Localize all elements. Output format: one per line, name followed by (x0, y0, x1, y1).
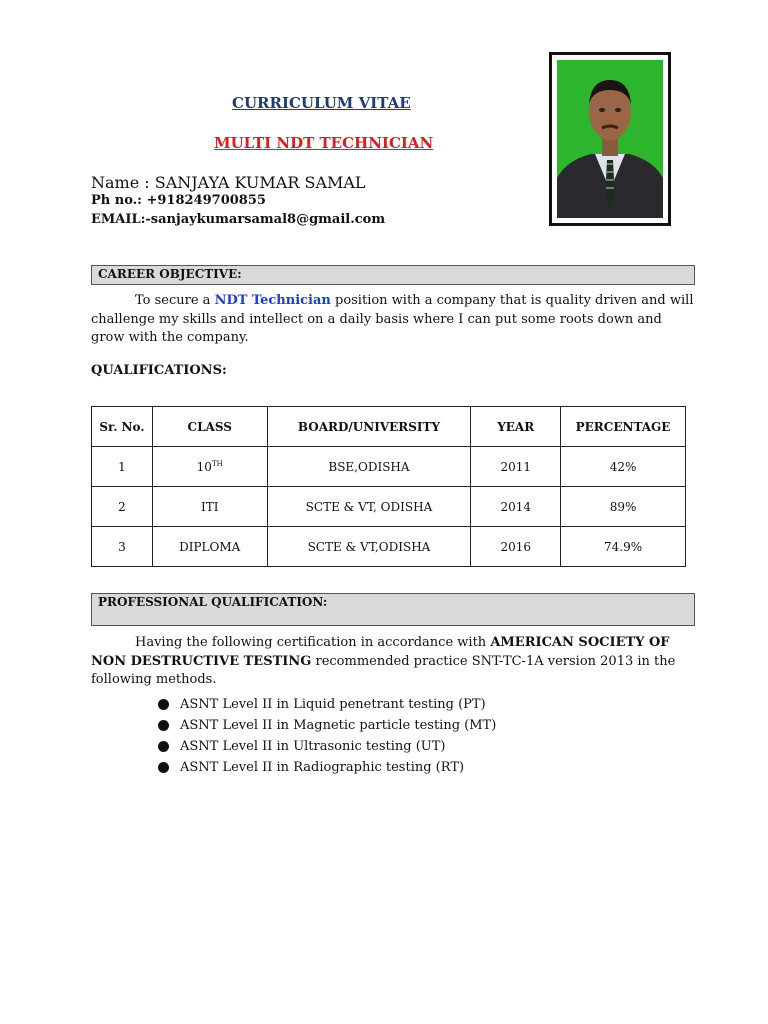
class-superscript: TH (211, 459, 223, 468)
percentage-cell: 42% (561, 447, 686, 487)
table-row (92, 527, 686, 567)
class-cell: DIPLOMA (152, 527, 267, 567)
board-cell: BSE,ODISHA (267, 447, 471, 487)
percentage-cell: 89% (561, 487, 686, 527)
column-header: Sr. No. (92, 407, 153, 447)
certification-text: ASNT Level II in Ultrasonic testing (UT) (180, 739, 446, 754)
phone-number: Ph no.: +918249700855 (91, 193, 266, 208)
certification-text: ASNT Level II in Magnetic particle testing (MT) (180, 718, 497, 733)
career-objective-text (91, 292, 695, 348)
sr-no-cell: 3 (92, 527, 153, 567)
column-header: CLASS (152, 407, 267, 447)
portrait-image (557, 60, 663, 218)
profile-photo (549, 52, 671, 226)
list-item (158, 736, 496, 757)
bullet-icon (158, 699, 169, 710)
class-value: 10 (196, 459, 212, 474)
sr-no-cell: 2 (92, 487, 153, 527)
career-objective-heading: CAREER OBJECTIVE: (91, 265, 695, 285)
year-cell: 2016 (471, 527, 561, 567)
bullet-icon (158, 741, 169, 752)
list-item (158, 715, 496, 736)
qualifications-heading: QUALIFICATIONS: (91, 363, 227, 378)
professional-text-start: Having the following certification in accordance with (135, 635, 491, 650)
sr-no-cell: 1 (92, 447, 153, 487)
email-address: EMAIL:-sanjaykumarsamal8@gmail.com (91, 212, 386, 227)
professional-highlight: AMERICAN SOCIETY OF NON DESTRUCTIVE TESTING (91, 635, 670, 669)
objective-highlight: NDT Technician (214, 293, 331, 308)
objective-text-start: To secure a (135, 293, 215, 308)
class-cell: ITI (152, 487, 267, 527)
professional-text-end: recommended practice SNT-TC-1A version 2013 in the following methods. (91, 653, 676, 687)
certification-text: ASNT Level II in Radiographic testing (RT) (180, 760, 465, 775)
job-title: MULTI NDT TECHNICIAN (214, 134, 434, 152)
objective-text-end: position with a company that is quality driven and will challenge my skills and intellect on a daily basis where I can put some roots down and grow with the company. (91, 293, 694, 345)
class-cell (152, 447, 267, 487)
table-row (92, 447, 686, 487)
board-cell: SCTE & VT, ODISHA (267, 487, 471, 527)
column-header: PERCENTAGE (561, 407, 686, 447)
board-cell: SCTE & VT,ODISHA (267, 527, 471, 567)
bullet-icon (158, 762, 169, 773)
year-cell: 2014 (471, 487, 561, 527)
list-item (158, 694, 496, 715)
column-header: BOARD/UNIVERSITY (267, 407, 471, 447)
table-row (92, 487, 686, 527)
professional-qualification-heading: PROFESSIONAL QUALIFICATION: (91, 593, 695, 626)
candidate-name: Name : SANJAYA KUMAR SAMAL (91, 173, 366, 192)
year-cell: 2011 (471, 447, 561, 487)
table-header-row (92, 407, 686, 447)
qualifications-table (91, 406, 686, 567)
cv-title: CURRICULUM VITAE (232, 94, 411, 112)
certification-list (158, 694, 496, 778)
certification-text: ASNT Level II in Liquid penetrant testing (PT) (180, 697, 486, 712)
percentage-cell: 74.9% (561, 527, 686, 567)
professional-qualification-text (91, 634, 695, 690)
bullet-icon (158, 720, 169, 731)
list-item (158, 757, 496, 778)
column-header: YEAR (471, 407, 561, 447)
